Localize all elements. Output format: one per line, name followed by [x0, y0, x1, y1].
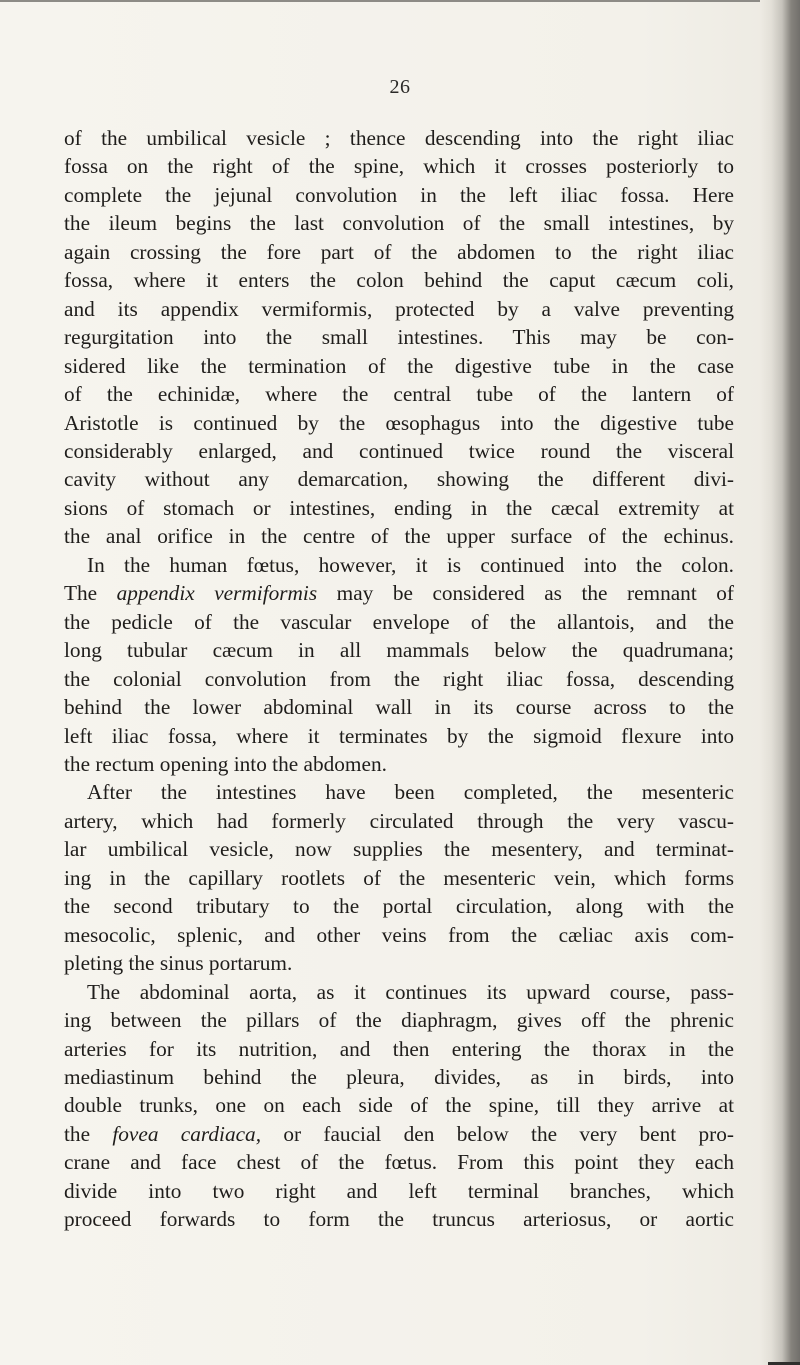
text-line: cavity without any demarcation, showing the different divi-	[64, 467, 734, 492]
text-line-with-italic	[64, 579, 734, 607]
text-line: and its appendix vermiformis, protected by a valve preventing	[64, 296, 734, 321]
text-line: fossa, where it enters the colon behind the caput cæcum coli,	[64, 268, 734, 293]
text-segment: the	[64, 1121, 113, 1146]
text-line: double trunks, one on each side of the spine, till they arrive at	[64, 1093, 734, 1118]
text-line: crane and face chest of the fœtus. From this point they each	[64, 1150, 734, 1175]
text-line: considerably enlarged, and continued twice round the visceral	[64, 438, 734, 463]
text-line: left iliac fossa, where it terminates by the sigmoid flexure into	[64, 723, 734, 748]
text-line: arteries for its nutrition, and then entering the thorax in the	[64, 1036, 734, 1061]
text-line: artery, which had formerly circulated through the very vascu-	[64, 808, 734, 833]
text-line: sidered like the termination of the digestive tube in the case	[64, 353, 734, 378]
text-line: again crossing the fore part of the abdomen to the right iliac	[64, 239, 734, 264]
top-border-line	[0, 0, 760, 2]
italic-term: fovea cardiaca,	[112, 1121, 262, 1146]
text-line: mesocolic, splenic, and other veins from the cæliac axis com-	[64, 922, 734, 947]
text-line: the pedicle of the vascular envelope of the allantois, and the	[64, 609, 734, 634]
text-line: the colonial convolution from the right iliac fossa, descending	[64, 666, 734, 691]
text-line: the second tributary to the portal circulation, along with the	[64, 894, 734, 919]
text-line: sions of stomach or intestines, ending in the cæcal extremity at	[64, 495, 734, 520]
text-line: ing in the capillary rootlets of the mesenteric vein, which forms	[64, 865, 734, 890]
text-segment: or faucial den below the very bent pro-	[261, 1121, 734, 1146]
italic-term: appendix vermiformis	[116, 581, 318, 606]
text-line: Aristotle is continued by the œsophagus into the digestive tube	[64, 410, 734, 435]
text-line: the ileum begins the last convolution of the small intestines, by	[64, 211, 734, 236]
paragraph-end-line: the rectum opening into the abdomen.	[64, 751, 387, 776]
paragraph-start-line: After the intestines have been completed, the mesenteric	[87, 780, 734, 805]
text-line: ing between the pillars of the diaphragm, gives off the phrenic	[64, 1008, 734, 1033]
text-line: of the echinidæ, where the central tube of the lantern of	[64, 382, 734, 407]
text-segment: may be considered as the remnant of	[317, 581, 735, 606]
text-line-with-italic	[64, 1120, 734, 1148]
paragraph-start-line: The abdominal aorta, as it continues its upward course, pass-	[87, 979, 734, 1004]
paragraph-end-line: pleting the sinus portarum.	[64, 951, 293, 976]
paragraph-start-line: In the human fœtus, however, it is continued into the colon.	[87, 552, 734, 577]
text-line: behind the lower abdominal wall in its course across to the	[64, 695, 734, 720]
text-segment: The	[64, 581, 117, 606]
binding-shadow	[760, 0, 800, 1365]
body-text	[64, 124, 734, 1234]
text-line: complete the jejunal convolution in the left iliac fossa. Here	[64, 182, 734, 207]
page-number: 26	[389, 76, 411, 98]
text-line: divide into two right and left terminal branches, which	[64, 1178, 734, 1203]
text-line: of the umbilical vesicle ; thence descending into the right iliac	[64, 126, 734, 150]
text-line: fossa on the right of the spine, which it crosses posteriorly to	[64, 154, 734, 179]
text-line: the anal orifice in the centre of the upper surface of the echinus.	[64, 524, 734, 549]
text-line: regurgitation into the small intestines. This may be con-	[64, 325, 734, 350]
text-line: long tubular cæcum in all mammals below the quadrumana;	[64, 638, 734, 663]
text-line: proceed forwards to form the truncus arteriosus, or aortic	[64, 1207, 734, 1232]
text-line: mediastinum behind the pleura, divides, as in birds, into	[64, 1064, 734, 1089]
text-line: lar umbilical vesicle, now supplies the mesentery, and terminat-	[64, 837, 734, 862]
